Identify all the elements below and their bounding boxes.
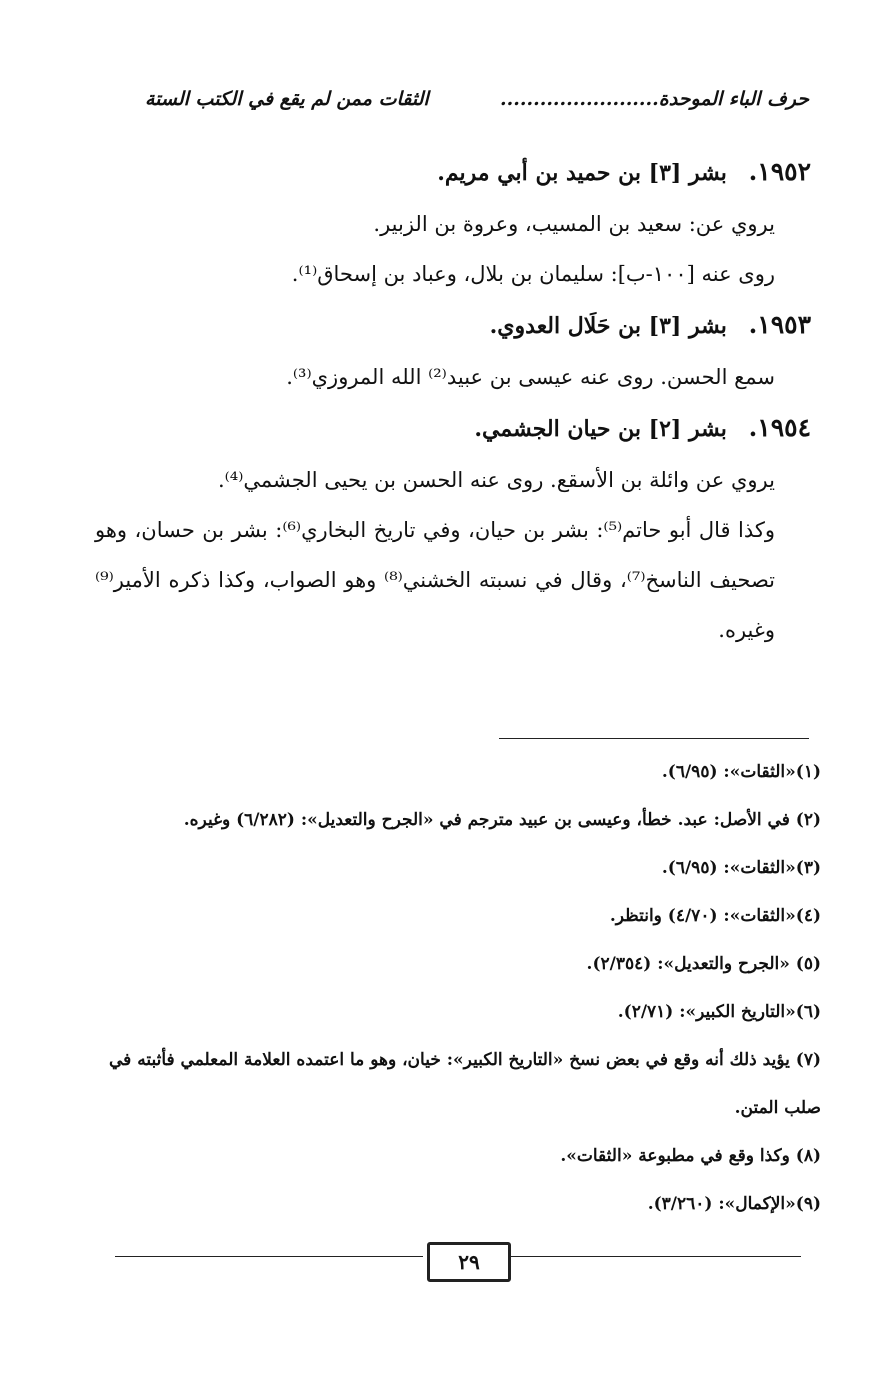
footer-rule bbox=[511, 1256, 801, 1257]
footnote-7: (٧) يؤيد ذلك أنه وقع في بعض نسخ «التاريخ الكبير»: خيان، وهو ما اعتمده العلامة المعلمي فأثبته في صلب المتن. bbox=[109, 1050, 821, 1118]
entry-heading bbox=[95, 402, 811, 455]
footnote-5: (٥) «الجرح والتعديل»: (٢/٣٥٤). bbox=[586, 954, 821, 974]
header-book-section: الثقات ممن لم يقع في الكتب الستة bbox=[145, 88, 429, 110]
footnote-9: (٩)«الإكمال»: (٣/٢٦٠). bbox=[647, 1194, 821, 1214]
footer-rule bbox=[115, 1256, 423, 1257]
footnote-4: (٤)«الثقات»: (٤/٧٠) وانتظر. bbox=[609, 906, 821, 926]
entry-line: يروي عن: سعيد بن المسيب، وعروة بن الزبير. bbox=[373, 212, 775, 236]
entry-title: بشر [٢] بن حيان الجشمي. bbox=[474, 416, 727, 442]
footnote-1: (١)«الثقات»: (٦/٩٥). bbox=[661, 762, 821, 782]
footnote-separator bbox=[499, 738, 809, 739]
entry-line: يروي عن وائلة بن الأسقع. روى عنه الحسن بن يحيى الجشمي⁽⁴⁾. bbox=[217, 468, 775, 492]
entry-line: روى عنه [١٠٠-ب]: سليمان بن بلال، وعباد بن إسحاق⁽¹⁾. bbox=[291, 262, 775, 286]
entry-number: ١٩٥٢. bbox=[748, 157, 811, 186]
entry-paragraph: وكذا قال أبو حاتم⁽⁵⁾: بشر بن حيان، وفي تاريخ البخاري⁽⁶⁾: بشر بن حسان، وهو تصحيف الناسخ⁽⁷⁾، وقال في نسبته الخشني⁽⁸⁾ وهو الصواب، وكذا ذكره الأمير⁽⁹⁾ وغيره. bbox=[95, 518, 776, 642]
entry-line: سمع الحسن. روى عنه عيسى بن عبيد⁽²⁾ الله المروزي⁽³⁾. bbox=[286, 365, 775, 389]
footnote-2: (٢) في الأصل: عبد. خطأ، وعيسى بن عبيد مترجم في «الجرح والتعديل»: (٦/٢٨٢) وغيره. bbox=[183, 810, 821, 830]
main-text bbox=[95, 146, 811, 655]
entry-1953 bbox=[95, 299, 811, 402]
entry-title: بشر [٣] بن حَلَال العدوي. bbox=[489, 313, 727, 339]
entry-heading bbox=[95, 146, 811, 199]
entry-number: ١٩٥٤. bbox=[748, 413, 811, 442]
entry-title: بشر [٣] بن حميد بن أبي مريم. bbox=[437, 160, 727, 186]
footnote-3: (٣)«الثقات»: (٦/٩٥). bbox=[661, 858, 821, 878]
entry-1952 bbox=[95, 146, 811, 299]
entry-1954 bbox=[95, 402, 811, 655]
page-footer bbox=[115, 1248, 801, 1288]
footnote-8: (٨) وكذا وقع في مطبوعة «الثقات». bbox=[560, 1146, 821, 1166]
running-header bbox=[145, 88, 809, 118]
footnotes bbox=[100, 748, 821, 1228]
entry-heading bbox=[95, 299, 811, 352]
header-chapter-title: حرف الباء الموحدة........................ bbox=[500, 88, 809, 110]
footnote-6: (٦)«التاريخ الكبير»: (٢/٧١). bbox=[617, 1002, 821, 1022]
page-number: ٢٩ bbox=[427, 1242, 511, 1282]
entry-number: ١٩٥٣. bbox=[748, 310, 811, 339]
